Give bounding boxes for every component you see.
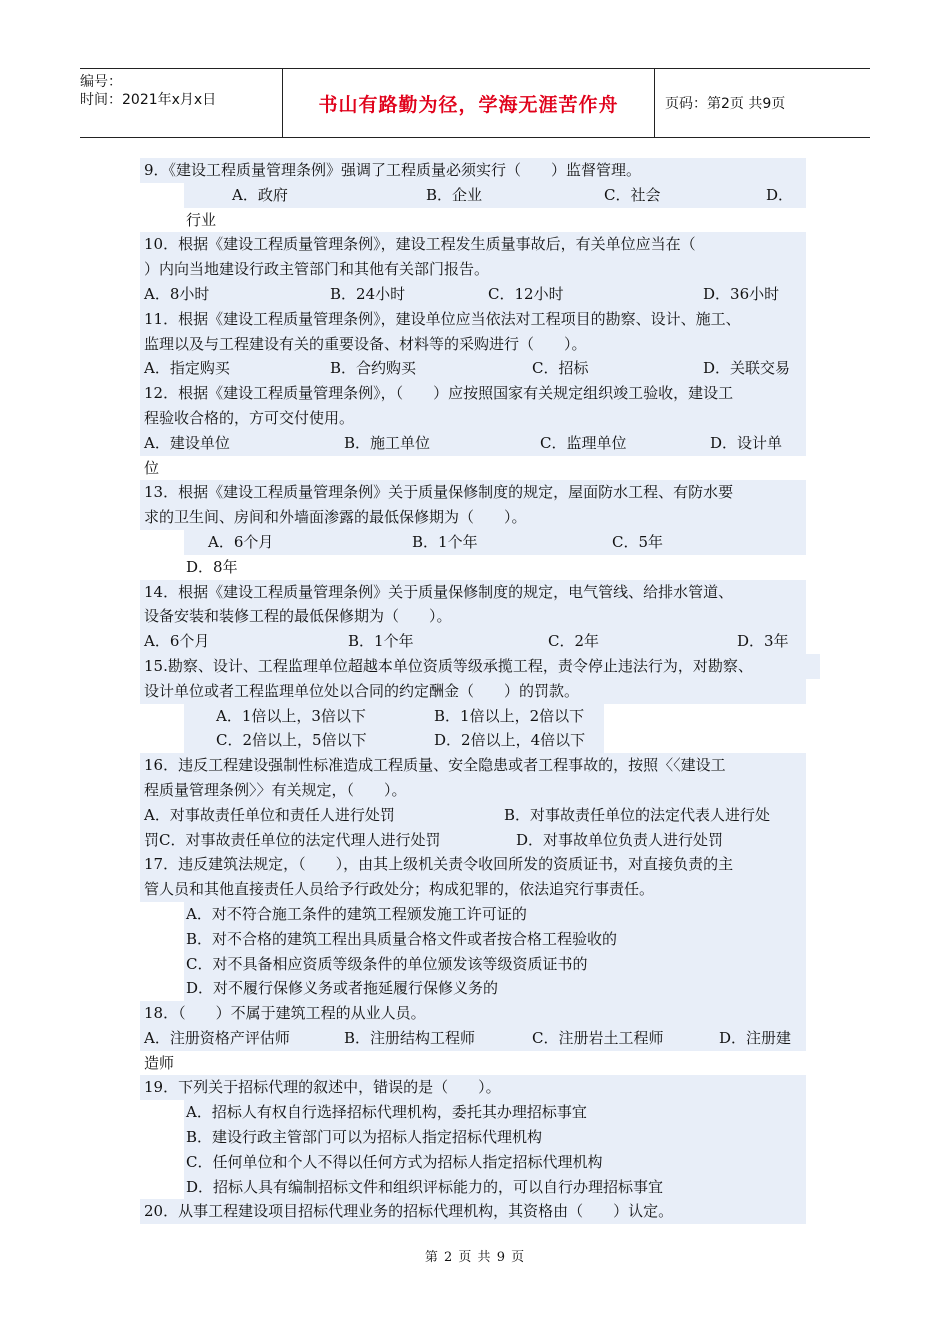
option-d: D．36小时 [703, 284, 780, 303]
option-d: D．对事故单位负责人进行处罚 [516, 830, 724, 849]
option-b: B．建设行政主管部门可以为招标人指定招标代理机构 [186, 1128, 543, 1147]
text-line [140, 852, 806, 877]
option-c: C．社会 [604, 185, 661, 204]
option-c: C．监理单位 [540, 433, 627, 452]
time-label: 时间：2021年x月x日 [80, 92, 217, 108]
line-text: 18．（ ）不属于建筑工程的从业人员。 [144, 1004, 426, 1023]
line-text: 设计单位或者工程监理单位处以合同的约定酬金（ ）的罚款。 [144, 681, 580, 700]
option-a: A．政府 [232, 185, 288, 204]
option-a: A．指定购买 [144, 359, 230, 378]
option-line [184, 530, 806, 555]
line-text: 14．根据《建设工程质量管理条例》关于质量保修制度的规定，电气管线、给排水管道、 [144, 582, 734, 601]
option-c: C．2倍以上，5倍以下 [216, 731, 367, 750]
text-line [140, 232, 806, 257]
text-line [140, 778, 806, 803]
option-d: D．对不履行保修义务或者拖延履行保修义务的 [186, 979, 499, 998]
page-footer: 第 2 页 共 9 页 [424, 1250, 526, 1265]
line-text: 程质量管理条例〉〉有关规定，（ ）。 [144, 780, 407, 799]
option-line [184, 1100, 806, 1125]
text-line [140, 480, 806, 505]
text-line [184, 555, 304, 580]
text-line [140, 406, 806, 431]
option-line [140, 629, 806, 654]
header-motto: 书山有路勤为径，学海无涯苦作舟 [318, 93, 619, 116]
option-d: D．设计单 [710, 433, 783, 452]
option-d: D．关联交易 [703, 359, 791, 378]
line-text: 程验收合格的，方可交付使用。 [144, 408, 355, 427]
option-c: C．2年 [548, 632, 600, 651]
line-text: 13．根据《建设工程质量管理条例》关于质量保修制度的规定，屋面防水工程、有防水要 [144, 483, 734, 502]
line-text: 设备安装和装修工程的最低保修期为（ ）。 [144, 607, 452, 626]
option-line [140, 828, 806, 853]
text-line [140, 158, 806, 183]
option-d: D． [766, 185, 794, 204]
option-b: B．企业 [426, 185, 483, 204]
number-label: 编号： [80, 74, 122, 90]
option-b: B．施工单位 [344, 433, 431, 452]
option-line [184, 952, 806, 977]
header-meta [80, 69, 283, 137]
line-text: 监理以及与工程建设有关的重要设备、材料等的采购进行（ ）。 [144, 334, 587, 353]
option-line [184, 1175, 806, 1200]
text-line [140, 1075, 806, 1100]
text-line [140, 1001, 806, 1026]
line-text: 9．《建设工程质量管理条例》强调了工程质量必须实行（ ）监督管理。 [144, 161, 642, 179]
option-line [140, 1026, 806, 1051]
option-line [140, 356, 806, 381]
text-line [140, 505, 806, 530]
option-d: D．3年 [737, 632, 789, 651]
line-text: D．8年 [186, 557, 238, 576]
text-line [140, 257, 806, 282]
option-line [140, 803, 806, 828]
option-a: A．对事故责任单位和责任人进行处罚 [144, 805, 395, 824]
option-line [140, 431, 806, 456]
text-line [140, 332, 806, 357]
option-b: B．1倍以上，2倍以下 [434, 706, 585, 725]
option-line [184, 704, 604, 729]
option-d: D．招标人具有编制招标文件和组织评标能力的，可以自行办理招标事宜 [186, 1177, 664, 1196]
line-text: 行业 [186, 210, 217, 229]
option-a: A．6个月 [208, 532, 274, 551]
option-a: A．对不符合施工条件的建筑工程颁发施工许可证的 [186, 904, 527, 923]
option-a: A．建设单位 [144, 433, 230, 452]
option-line [184, 1125, 806, 1150]
option-line [140, 282, 806, 307]
line-text: ）内向当地建设行政主管部门和其他有关部门报告。 [144, 260, 490, 279]
option-b: B．注册结构工程师 [344, 1028, 476, 1047]
option-b: B．对不合格的建筑工程出具质量合格文件或者按合格工程验收的 [186, 929, 618, 948]
option-line [184, 728, 604, 753]
question-list [0, 158, 950, 1224]
option-b: B．合约购买 [330, 359, 417, 378]
option-line [184, 902, 806, 927]
text-line [140, 1199, 806, 1224]
line-text: 位 [144, 458, 160, 477]
header-page-cell [655, 69, 870, 137]
line-text: 20．从事工程建设项目招标代理业务的招标代理机构，其资格由（ ）认定。 [144, 1202, 674, 1221]
text-line [184, 208, 284, 233]
line-text: 15.勘察、设计、工程监理单位超越本单位资质等级承揽工程，责令停止违法行为，对勘察、 [144, 656, 753, 675]
document-header [80, 68, 870, 138]
option-c: C．注册岩土工程师 [532, 1028, 664, 1047]
option-line [184, 1150, 806, 1175]
text-line [140, 877, 806, 902]
line-text: 19．下列关于招标代理的叙述中，错误的是（ ）。 [144, 1078, 501, 1097]
line-text: 16．违反工程建设强制性标准造成工程质量、安全隐患或者工程事故的，按照〈〈建设工 [144, 756, 726, 775]
option-b: B．对事故责任单位的法定代表人进行处 [504, 805, 771, 824]
line-text: 管人员和其他直接责任人员给予行政处分；构成犯罪的，依法追究行事责任。 [144, 880, 655, 899]
line-text: 11．根据《建设工程质量管理条例》，建设单位应当依法对工程项目的勘察、设计、施工、 [144, 309, 741, 328]
text-line [140, 679, 806, 704]
option-b: B．24小时 [330, 284, 406, 303]
option-c: 罚C．对事故责任单位的法定代理人进行处罚 [144, 830, 441, 849]
line-text: 求的卫生间、房间和外墙面渗露的最低保修期为（ ）。 [144, 508, 527, 527]
option-b: B．1个年 [348, 632, 414, 651]
option-c: C．任何单位和个人不得以任何方式为招标人指定招标代理机构 [186, 1152, 603, 1171]
text-line [140, 753, 806, 778]
text-line [140, 604, 806, 629]
text-line [140, 456, 200, 481]
option-a: A．8小时 [144, 284, 210, 303]
option-c: C．12小时 [488, 284, 564, 303]
text-line [140, 307, 806, 332]
option-line [184, 927, 806, 952]
option-a: A．6个月 [144, 632, 210, 651]
option-c: C．对不具备相应资质等级条件的单位颁发该等级资质证书的 [186, 954, 588, 973]
option-a: A．1倍以上，3倍以下 [216, 706, 366, 725]
text-line [140, 381, 806, 406]
option-d: D．注册建 [719, 1028, 792, 1047]
header-motto-cell [283, 69, 655, 137]
line-text: 17．违反建筑法规定，（ ），由其上级机关责令收回所发的资质证书，对直接负责的主 [144, 855, 734, 874]
text-line [140, 1051, 220, 1076]
option-b: B．1个年 [412, 532, 478, 551]
line-text: 10．根据《建设工程质量管理条例》，建设工程发生质量事故后，有关单位应当在（ [144, 235, 696, 254]
text-line [140, 654, 820, 679]
option-line [184, 183, 806, 208]
option-a: A．注册资格产评估师 [144, 1028, 290, 1047]
option-a: A．招标人有权自行选择招标代理机构，委托其办理招标事宜 [186, 1103, 587, 1122]
line-text: 造师 [144, 1053, 175, 1072]
option-c: C．招标 [532, 359, 589, 378]
line-text: 12．根据《建设工程质量管理条例》，（ ）应按照国家有关规定组织竣工验收，建设工 [144, 384, 734, 403]
option-d: D．2倍以上，4倍以下 [434, 731, 586, 750]
option-c: C．5年 [612, 532, 664, 551]
option-line [184, 976, 806, 1001]
header-page-label: 页码：第2页 共9页 [665, 96, 786, 112]
text-line [140, 580, 806, 605]
